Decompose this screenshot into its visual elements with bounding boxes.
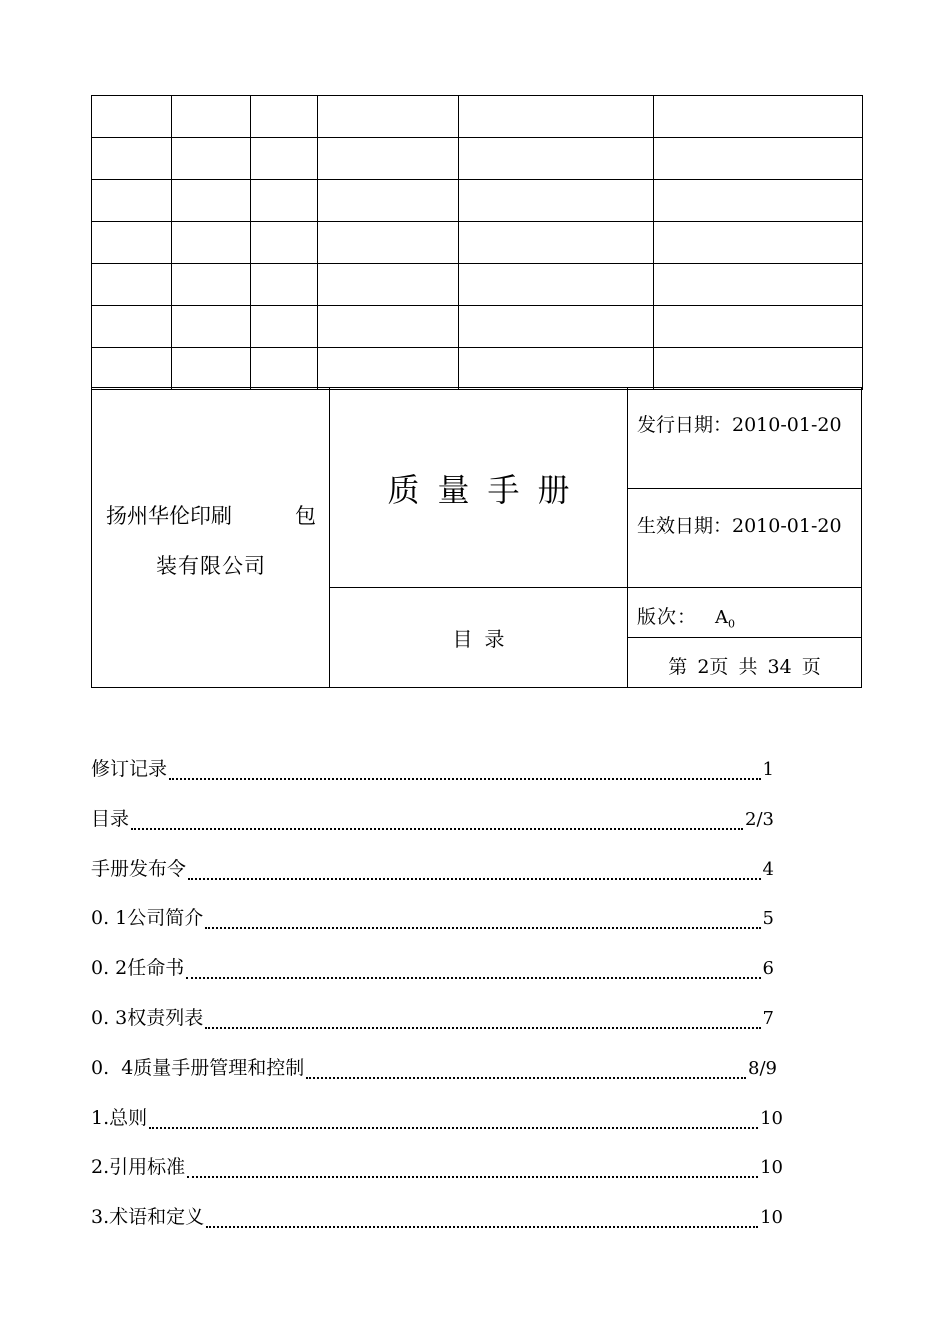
grid-cell <box>654 348 863 390</box>
grid-row <box>92 348 863 390</box>
grid-cell <box>172 348 251 390</box>
version-letter: A <box>715 607 729 628</box>
toc-entry-title: 修订记录 <box>91 758 168 780</box>
toc-entry-title: 0. 4质量手册管理和控制 <box>91 1056 305 1079</box>
grid-cell <box>172 222 251 264</box>
toc-entry-page: 1 <box>762 759 774 780</box>
toc-entry[interactable] <box>91 754 774 784</box>
grid-cell <box>318 306 459 348</box>
grid-cell <box>251 138 318 180</box>
toc-entry[interactable] <box>91 1053 777 1083</box>
issue-date-cell <box>628 388 861 489</box>
company-name-line1 <box>106 500 316 530</box>
grid-cell <box>318 348 459 390</box>
grid-cell <box>172 138 251 180</box>
version-value <box>715 607 736 631</box>
grid-cell <box>654 96 863 138</box>
grid-cell <box>318 180 459 222</box>
toc-entry[interactable] <box>91 953 774 983</box>
grid-cell <box>172 264 251 306</box>
toc-entry-title: 0. 1公司简介 <box>91 907 204 930</box>
toc-entry-page: 7 <box>762 1008 774 1029</box>
grid-cell <box>654 138 863 180</box>
section-cell <box>330 588 628 687</box>
toc-leader-dots <box>205 927 760 929</box>
toc-leader-dots <box>205 1027 760 1029</box>
grid-cell <box>251 348 318 390</box>
page-info-cell <box>628 638 861 687</box>
grid-cell <box>459 138 654 180</box>
version-subscript: 0 <box>728 617 736 631</box>
grid-cell <box>459 348 654 390</box>
toc-entry-title: 0. 3权责列表 <box>91 1007 204 1029</box>
grid-cell <box>654 222 863 264</box>
meta-column <box>628 388 861 687</box>
toc-leader-dots <box>149 1127 758 1129</box>
grid-cell <box>92 264 172 306</box>
grid-cell <box>318 138 459 180</box>
toc-leader-dots <box>186 977 760 979</box>
grid-cell <box>92 96 172 138</box>
toc-entry-page: 8/9 <box>748 1057 777 1079</box>
toc-leader-dots <box>306 1077 746 1079</box>
title-cell <box>330 388 628 588</box>
toc-entry-page: 2/3 <box>745 808 774 830</box>
grid-cell <box>654 306 863 348</box>
grid-cell <box>459 96 654 138</box>
version <box>637 602 735 631</box>
toc-entry-page: 10 <box>760 1107 783 1129</box>
version-label: 版次： <box>637 606 698 628</box>
grid-cell <box>318 222 459 264</box>
version-cell <box>628 588 861 638</box>
grid-cell <box>459 222 654 264</box>
grid-cell <box>172 180 251 222</box>
grid-cell <box>251 222 318 264</box>
revision-grid <box>91 95 863 390</box>
issue-date: 发行日期：2010-01-20 <box>637 414 842 436</box>
grid-cell <box>92 180 172 222</box>
grid-cell <box>459 180 654 222</box>
document-header <box>91 387 862 688</box>
toc-entry-page: 4 <box>762 858 774 880</box>
toc-leader-dots <box>188 878 761 880</box>
grid-cell <box>251 306 318 348</box>
toc-leader-dots <box>187 1176 758 1178</box>
grid-cell <box>654 180 863 222</box>
toc-entry[interactable] <box>91 1103 783 1133</box>
toc-entry-page: 6 <box>762 958 774 980</box>
grid-row <box>92 138 863 180</box>
grid-cell <box>251 264 318 306</box>
toc-entry[interactable] <box>91 1202 783 1232</box>
grid-cell <box>459 306 654 348</box>
grid-cell <box>459 264 654 306</box>
company-name-part2: 包 <box>295 504 316 528</box>
effective-date-cell <box>628 489 861 588</box>
toc-leader-dots <box>206 1226 758 1228</box>
grid-cell <box>92 222 172 264</box>
toc-entry[interactable] <box>91 854 774 884</box>
grid-cell <box>172 96 251 138</box>
grid-cell <box>318 96 459 138</box>
grid-cell <box>251 96 318 138</box>
toc-leader-dots <box>169 778 761 780</box>
toc-entry-page: 5 <box>762 908 774 930</box>
grid-row <box>92 306 863 348</box>
company-cell <box>92 388 330 687</box>
grid-cell <box>251 180 318 222</box>
toc-entry-title: 手册发布令 <box>91 857 187 880</box>
toc-entry-page: 10 <box>760 1157 783 1179</box>
effective-date: 生效日期：2010-01-20 <box>637 515 842 537</box>
toc-entry-title: 1.总则 <box>91 1106 148 1129</box>
grid-row <box>92 222 863 264</box>
toc-entry[interactable] <box>91 1152 783 1182</box>
section-title: 目录 <box>452 627 517 651</box>
toc-entry[interactable] <box>91 804 774 834</box>
grid-row <box>92 264 863 306</box>
toc-entry-title: 3.术语和定义 <box>91 1206 205 1229</box>
toc-leader-dots <box>131 828 743 830</box>
grid-row <box>92 180 863 222</box>
toc-entry[interactable] <box>91 1003 774 1033</box>
grid-cell <box>92 348 172 390</box>
toc-entry-title: 2.引用标准 <box>91 1156 186 1179</box>
document-title: 质量手册 <box>387 470 588 509</box>
toc-entry-page: 10 <box>760 1207 783 1229</box>
toc-entry-title: 目录 <box>91 807 130 830</box>
grid-cell <box>92 306 172 348</box>
grid-cell <box>92 138 172 180</box>
grid-cell <box>654 264 863 306</box>
grid-cell <box>172 306 251 348</box>
grid-row <box>92 96 863 138</box>
grid-cell <box>318 264 459 306</box>
toc-entry[interactable] <box>91 903 774 933</box>
page-info: 第 2页 共 34 页 <box>668 656 821 678</box>
company-name-line2: 装有限公司 <box>156 554 266 578</box>
company-name-part1: 扬州华伦印刷 <box>106 504 232 528</box>
toc-entry-title: 0. 2任命书 <box>91 957 185 980</box>
